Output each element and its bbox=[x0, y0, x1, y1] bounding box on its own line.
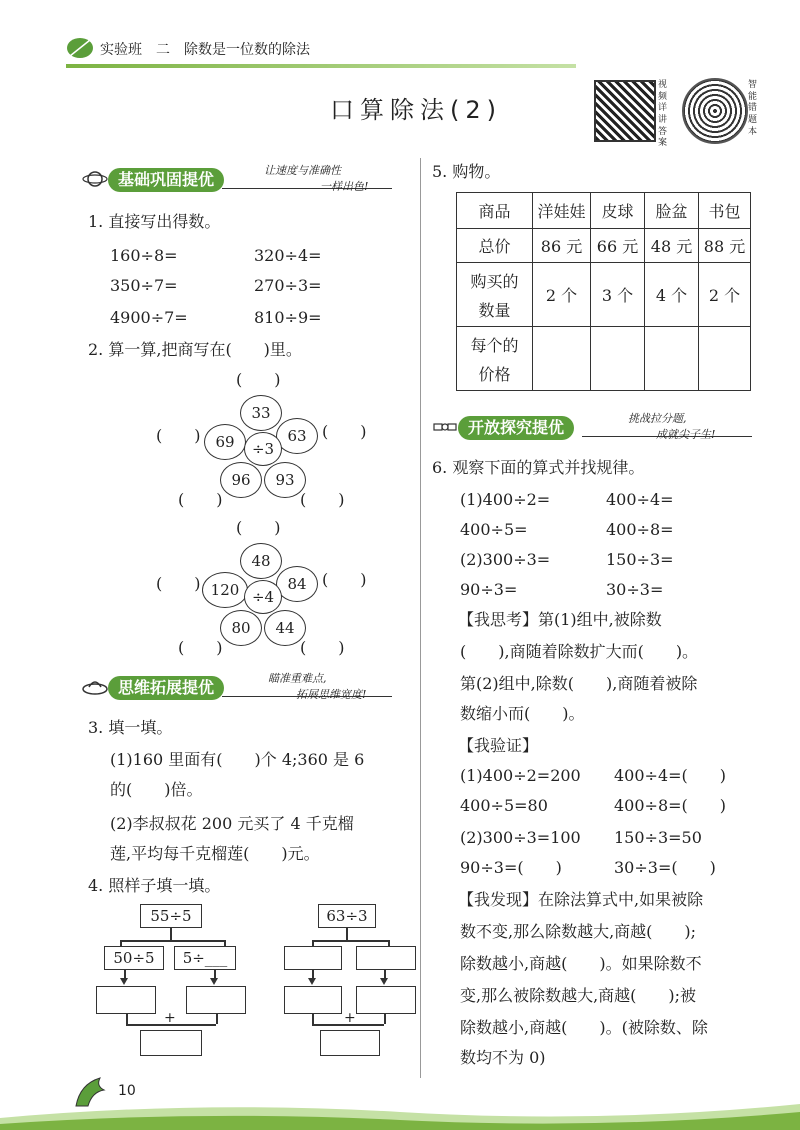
plus-sign: + bbox=[344, 1010, 356, 1026]
qr-code-errors[interactable] bbox=[682, 78, 748, 144]
arrow-down-icon bbox=[210, 978, 218, 985]
q4-left-top-box: 55÷5 bbox=[140, 904, 202, 928]
table-cell: 86 元 bbox=[533, 229, 591, 263]
q6-verify-expr: 90÷3=( ) bbox=[460, 858, 562, 877]
header-divider bbox=[66, 64, 576, 68]
table-header: 书包 bbox=[699, 193, 751, 229]
leaf-logo-icon bbox=[66, 36, 94, 60]
q4-left-split-a: 50÷5 bbox=[104, 946, 164, 970]
connector bbox=[312, 940, 388, 942]
table-cell: 4 个 bbox=[645, 263, 699, 327]
slogan-line2: 成就尖子生! bbox=[656, 428, 716, 441]
q5-title: 5. 购物。 bbox=[432, 162, 501, 181]
q6-think: 第(2)组中,除数( ),商随着被除 bbox=[460, 674, 698, 693]
flower-center-op: ÷4 bbox=[251, 588, 275, 606]
section-extend-banner bbox=[82, 674, 402, 702]
petal-number: 44 bbox=[275, 619, 295, 637]
q6-expr: 150÷3= bbox=[606, 550, 674, 569]
q6-expr: 400÷8= bbox=[606, 520, 674, 539]
column-divider bbox=[420, 158, 421, 1078]
q6-verify-expr: 400÷8=( ) bbox=[614, 796, 727, 815]
q4-title: 4. 照样子填一填。 bbox=[88, 876, 221, 895]
q1-item: 270÷3= bbox=[254, 276, 322, 295]
slogan-line1: 瞄准重难点, bbox=[268, 672, 327, 685]
q4-right-top-box: 63÷3 bbox=[318, 904, 376, 928]
q6-find: 【我发现】在除法算式中,如果被除 bbox=[458, 890, 704, 909]
arrow-down-icon bbox=[380, 978, 388, 985]
q1-title: 1. 直接写出得数。 bbox=[88, 212, 221, 231]
q4-right-split-a[interactable] bbox=[284, 946, 342, 970]
q4-left-result-b[interactable] bbox=[186, 986, 246, 1014]
q6-verify-expr: 400÷5=80 bbox=[460, 796, 548, 815]
qr-label-video: 视频详讲答案 bbox=[658, 80, 668, 149]
connector bbox=[312, 1014, 314, 1024]
q4-right-result-b[interactable] bbox=[356, 986, 416, 1014]
q3-line: 的( )倍。 bbox=[110, 780, 203, 799]
q6-expr: 90÷3= bbox=[460, 580, 518, 599]
q6-title: 6. 观察下面的算式并找规律。 bbox=[432, 458, 645, 477]
petal-number: 69 bbox=[215, 433, 235, 451]
row-label-line: 数量 bbox=[478, 300, 511, 320]
q3-line: (1)160 里面有( )个 4;360 是 6 bbox=[110, 750, 365, 769]
dolphin-icon bbox=[70, 1070, 114, 1114]
connector bbox=[384, 1014, 386, 1024]
row-label-line: 购买的 bbox=[470, 271, 519, 291]
petal-number: 48 bbox=[251, 552, 271, 570]
q6-expr: 400÷4= bbox=[606, 490, 674, 509]
q6-find: 除数越小,商越( )。如果除数不 bbox=[460, 954, 702, 973]
petal-number: 96 bbox=[231, 471, 251, 489]
page-title: 口算除法(2) bbox=[330, 96, 502, 124]
q4-left-split-b[interactable]: 5÷___ bbox=[174, 946, 236, 970]
q6-verify-expr: 150÷3=50 bbox=[614, 828, 702, 847]
connector bbox=[126, 1014, 128, 1024]
q6-expr: 30÷3= bbox=[606, 580, 664, 599]
petal-number: 33 bbox=[251, 404, 271, 422]
answer-paren[interactable]: ( ) bbox=[300, 490, 345, 509]
qr-label-errors: 智能错题本 bbox=[748, 80, 758, 137]
table-answer-cell[interactable] bbox=[533, 327, 591, 391]
q6-verify-expr: 400÷4=( ) bbox=[614, 766, 727, 785]
shopping-table bbox=[456, 192, 751, 391]
qr-code-video[interactable] bbox=[594, 80, 656, 142]
q2-title: 2. 算一算,把商写在( )里。 bbox=[88, 340, 302, 359]
q4-right-result-a[interactable] bbox=[284, 986, 342, 1014]
planet-icon bbox=[82, 166, 108, 192]
q3-line: 莲,平均每千克榴莲( )元。 bbox=[110, 844, 320, 863]
section-extend-badge: 思维拓展提优 bbox=[108, 676, 224, 700]
q1-item: 320÷4= bbox=[254, 246, 322, 265]
answer-paren[interactable]: ( ) bbox=[156, 426, 201, 445]
satellite-icon bbox=[432, 414, 458, 440]
q4-left-result-a[interactable] bbox=[96, 986, 156, 1014]
section-explore-banner bbox=[432, 414, 762, 442]
section-basic-badge: 基础巩固提优 bbox=[108, 168, 224, 192]
q6-expr: (1)400÷2= bbox=[460, 490, 551, 509]
q6-verify-expr: 30÷3=( ) bbox=[614, 858, 716, 877]
page-number: 10 bbox=[118, 1083, 136, 1099]
table-cell: 3 个 bbox=[591, 263, 645, 327]
q6-find: 除数越小,商越( )。(被除数、除 bbox=[460, 1018, 708, 1037]
q6-think: ( ),商随着除数扩大而( )。 bbox=[460, 642, 699, 661]
answer-paren[interactable]: ( ) bbox=[300, 638, 345, 657]
row-label-line: 价格 bbox=[478, 364, 511, 384]
q3-title: 3. 填一填。 bbox=[88, 718, 173, 737]
table-row-label bbox=[457, 327, 533, 391]
table-answer-cell[interactable] bbox=[699, 327, 751, 391]
q1-item: 350÷7= bbox=[110, 276, 178, 295]
table-row-label bbox=[457, 263, 533, 327]
connector bbox=[216, 1014, 218, 1024]
table-cell: 48 元 bbox=[645, 229, 699, 263]
q3-line: (2)李叔叔花 200 元买了 4 千克榴 bbox=[110, 814, 354, 833]
plus-sign: + bbox=[164, 1010, 176, 1026]
arrow-down-icon bbox=[308, 978, 316, 985]
row-label-line: 每个的 bbox=[470, 335, 519, 355]
answer-paren[interactable]: ( ) bbox=[178, 490, 223, 509]
connector bbox=[120, 940, 224, 942]
answer-paren[interactable]: ( ) bbox=[178, 638, 223, 657]
q6-think: 【我思考】第(1)组中,被除数 bbox=[458, 610, 662, 629]
flower-center-op: ÷3 bbox=[251, 440, 275, 458]
q6-think: 数缩小而( )。 bbox=[460, 704, 585, 723]
q6-verify-expr: (2)300÷3=100 bbox=[460, 828, 581, 847]
table-answer-cell[interactable] bbox=[645, 327, 699, 391]
table-header: 皮球 bbox=[591, 193, 645, 229]
q6-verify-expr: (1)400÷2=200 bbox=[460, 766, 581, 785]
q4-right-sum[interactable] bbox=[320, 1030, 380, 1056]
q6-expr: (2)300÷3= bbox=[460, 550, 551, 569]
table-header: 脸盆 bbox=[645, 193, 699, 229]
q6-find: 变,那么被除数越大,商越( );被 bbox=[460, 986, 697, 1005]
q1-item: 4900÷7= bbox=[110, 308, 188, 327]
petal-number: 120 bbox=[210, 581, 240, 599]
slogan-line2: 一样出色! bbox=[320, 180, 369, 193]
q6-expr: 400÷5= bbox=[460, 520, 528, 539]
q4-right-split-b[interactable] bbox=[356, 946, 416, 970]
answer-paren[interactable]: ( ) bbox=[322, 570, 367, 589]
slogan-line1: 挑战拉分题, bbox=[628, 412, 687, 425]
table-header: 洋娃娃 bbox=[533, 193, 591, 229]
table-row-label: 总价 bbox=[457, 229, 533, 263]
petal-number: 84 bbox=[287, 575, 307, 593]
slogan-line1: 让速度与准确性 bbox=[264, 164, 341, 177]
table-cell: 2 个 bbox=[533, 263, 591, 327]
q6-verify-heading: 【我验证】 bbox=[458, 736, 539, 755]
arrow-down-icon bbox=[120, 978, 128, 985]
header-brand: 实验班 二 除数是一位数的除法 bbox=[100, 42, 310, 58]
q6-find: 数均不为 0) bbox=[460, 1048, 546, 1067]
connector bbox=[346, 928, 348, 940]
table-header: 商品 bbox=[457, 193, 533, 229]
ufo-icon bbox=[82, 674, 108, 700]
table-answer-cell[interactable] bbox=[591, 327, 645, 391]
petal-number: 80 bbox=[231, 619, 251, 637]
table-cell: 2 个 bbox=[699, 263, 751, 327]
section-basic-banner bbox=[82, 166, 402, 194]
answer-paren[interactable]: ( ) bbox=[236, 370, 281, 389]
table-cell: 66 元 bbox=[591, 229, 645, 263]
answer-paren[interactable]: ( ) bbox=[156, 574, 201, 593]
q1-item: 810÷9= bbox=[254, 308, 322, 327]
table-cell: 88 元 bbox=[699, 229, 751, 263]
q6-find: 数不变,那么除数越大,商越( ); bbox=[460, 922, 697, 941]
answer-paren[interactable]: ( ) bbox=[236, 518, 281, 537]
section-explore-badge: 开放探究提优 bbox=[458, 416, 574, 440]
answer-paren[interactable]: ( ) bbox=[322, 422, 367, 441]
petal-number: 63 bbox=[287, 427, 307, 445]
petal-number: 93 bbox=[275, 471, 295, 489]
q1-item: 160÷8= bbox=[110, 246, 178, 265]
q4-left-sum[interactable] bbox=[140, 1030, 202, 1056]
connector bbox=[170, 928, 172, 940]
slogan-line2: 拓展思维宽度! bbox=[296, 688, 367, 701]
